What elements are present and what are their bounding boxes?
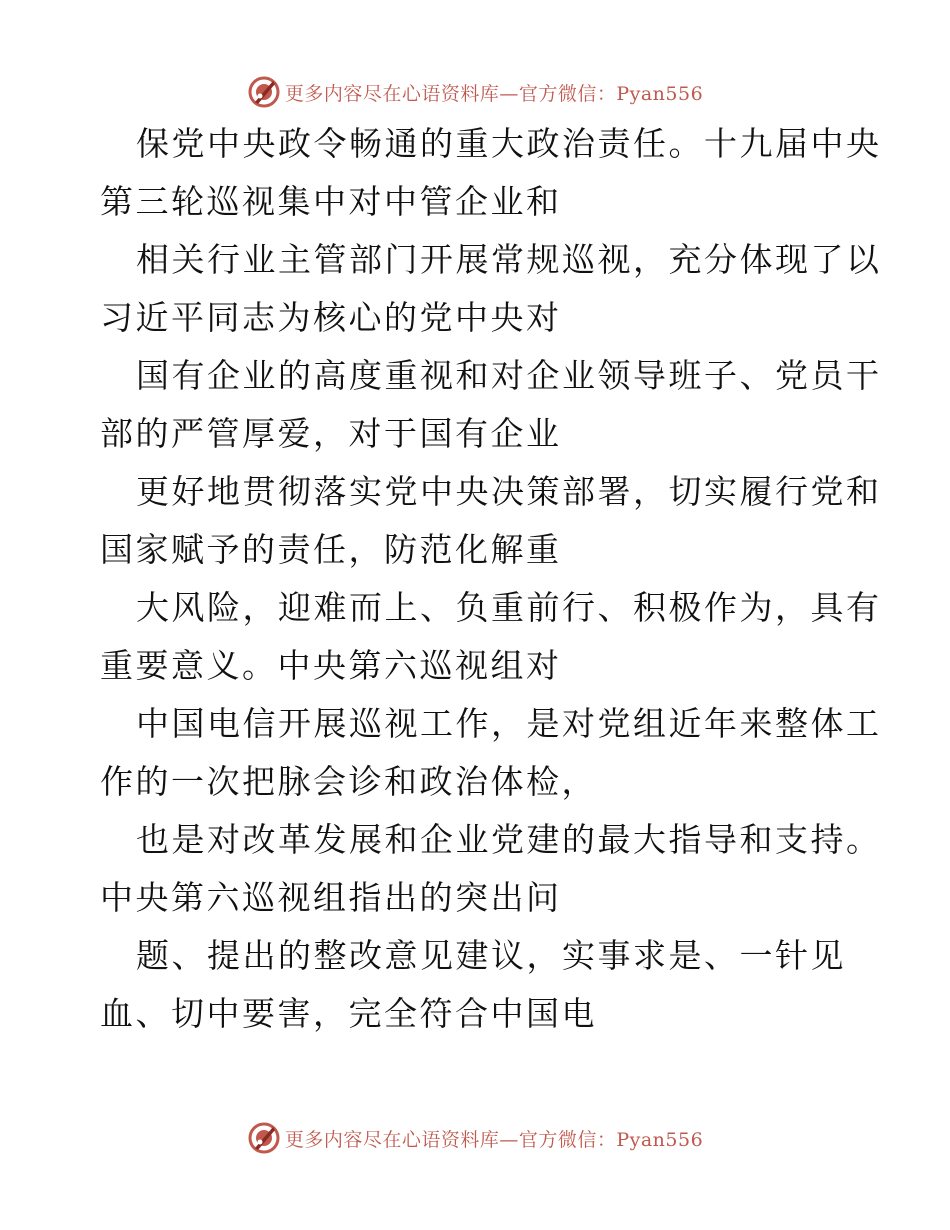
paragraph-line: 也是对改革发展和企业党建的最大指导和支持。 (136, 820, 882, 859)
paragraph (100, 579, 882, 695)
paragraph-line: 国家赋予的责任，防范化解重 (100, 530, 562, 569)
footer-banner-text: 更多内容尽在心语资料库—官方微信：Pyan556 (284, 1128, 704, 1151)
footer-banner (0, 1118, 950, 1158)
paragraph-line: 国有企业的高度重视和对企业领导班子、党员干 (136, 356, 882, 395)
quill-seal-icon (247, 75, 281, 109)
paragraph-line: 相关行业主管部门开展常规巡视，充分体现了以 (136, 240, 882, 279)
paragraph-line: 题、提出的整改意见建议，实事求是、一针见 (136, 936, 846, 975)
header-banner-text: 更多内容尽在心语资料库—官方微信：Pyan556 (284, 82, 704, 105)
paragraph-line: 大风险，迎难而上、负重前行、积极作为，具有 (136, 588, 882, 627)
paragraph-line: 中国电信开展巡视工作，是对党组近年来整体工 (136, 704, 882, 743)
quill-seal-icon (247, 1121, 281, 1155)
paragraph-line: 保党中央政令畅通的重大政治责任。十九届中央 (136, 124, 882, 163)
paragraph-line: 中央第六巡视组指出的突出问 (100, 878, 562, 917)
paragraph (100, 231, 882, 347)
paragraph (100, 347, 882, 463)
paragraph-line: 部的严管厚爱，对于国有企业 (100, 414, 562, 453)
paragraph-line: 更好地贯彻落实党中央决策部署，切实履行党和 (136, 472, 882, 511)
paragraph (100, 927, 860, 1043)
paragraph-line: 作的一次把脉会诊和政治体检， (100, 762, 597, 801)
paragraph (100, 811, 882, 927)
paragraph-line: 重要意义。中央第六巡视组对 (100, 646, 562, 685)
paragraph-line: 习近平同志为核心的党中央对 (100, 298, 562, 337)
paragraph-line: 第三轮巡视集中对中管企业和 (100, 182, 562, 221)
paragraph (100, 115, 882, 231)
paragraph-line: 血、切中要害，完全符合中国电 (100, 994, 597, 1033)
paragraph (100, 463, 882, 579)
document-body (100, 115, 882, 1043)
paragraph (100, 695, 882, 811)
header-banner (0, 72, 950, 112)
